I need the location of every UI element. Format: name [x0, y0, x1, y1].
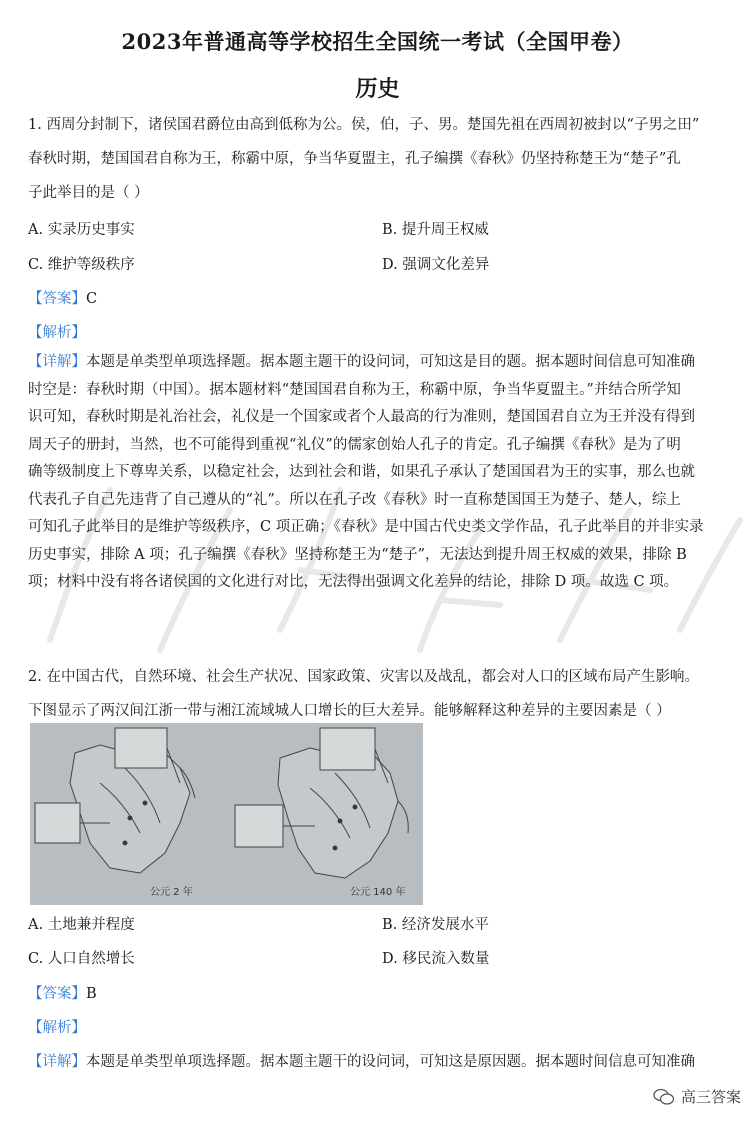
detail-line: 时空是：春秋时期（中国）。据本题材料“楚国国君自称为王，称霸中原，争当华夏盟主。”并结合所学知: [28, 381, 681, 398]
q1-answer: [28, 287, 97, 308]
detail-tag: 【详解】: [28, 354, 86, 370]
detail-line: 确等级制度上下尊卑关系，以稳定社会，达到社会和谐，如果孔子承认了楚国国君为王的实事，那么也就: [28, 464, 695, 480]
detail-tag: 【详解】: [28, 1054, 86, 1070]
footer-brand: [653, 1086, 741, 1107]
q2-option-a: A. 土地兼并程度: [28, 917, 135, 933]
q1-option-c: C. 维护等级秩序: [28, 257, 135, 273]
q2-stem-line: 2. 在中国古代，自然环境、社会生产状况、国家政策、灾害以及战乱，都会对人口的区域布局产生影响。: [28, 669, 699, 685]
answer-tag: 【答案】: [28, 291, 86, 307]
map-right-caption: 公元 140 年: [350, 887, 406, 898]
q1-stem-line: 子此举目的是（ ）: [28, 185, 149, 201]
q1-option-d: D. 强调文化差异: [382, 257, 490, 273]
map-left-caption: 公元 2 年: [150, 887, 193, 898]
q2-stem: [28, 660, 740, 728]
detail-line: 本题是单类型单项选择题。据本题主题干的设问词，可知这是目的题。据本题时间信息可知准确: [86, 354, 695, 370]
answer-tag: 【答案】: [28, 986, 86, 1002]
maps-image: [30, 723, 423, 905]
q2-option-d: D. 移民流入数量: [382, 951, 490, 967]
q1-analysis-tag: 【解析】: [28, 325, 86, 341]
exam-title: 2023年普通高等学校招生全国统一考试（全国甲卷）: [121, 29, 634, 54]
q2-detail: [28, 1050, 695, 1071]
q1-option-b: B. 提升周王权威: [382, 222, 489, 238]
answer-value: C: [86, 291, 98, 307]
q2-option-c: C. 人口自然增长: [28, 951, 135, 967]
q2-answer: [28, 982, 97, 1003]
population-maps-figure: [30, 723, 423, 905]
detail-line: 历史事实，排除 A 项；孔子编撰《春秋》坚持称楚王为“楚子”，无法达到提升周王权威的效果，排除 B: [28, 546, 687, 563]
detail-line: 本题是单类型单项选择题。据本题主题干的设问词，可知这是原因题。据本题时间信息可知准确: [86, 1054, 695, 1070]
q1-detail: [28, 349, 740, 597]
q1-stem-line: 1. 西周分封制下，诸侯国君爵位由高到低称为公。侯，伯，子、男。楚国先祖在西周初被封以“子男之田”: [28, 117, 700, 133]
q1-stem-line: 春秋时期，楚国国君自称为王，称霸中原，争当华夏盟主，孔子编撰《春秋》仍坚持称楚王为“楚子”孔: [28, 151, 681, 167]
brand-name: 高三答案: [680, 1088, 741, 1106]
answer-value: B: [86, 986, 97, 1002]
q2-stem-line: 下图显示了两汉间江浙一带与湘江流域城人口增长的巨大差异。能够解释这种差异的主要因素是（ ）: [28, 703, 671, 719]
detail-line: 周天子的册封，当然，也不可能得到重视“礼仪”的儒家创始人孔子的肯定。孔子编撰《春秋》是为了明: [28, 436, 681, 453]
detail-line: 可知孔子此举目的是维护等级秩序，C 项正确；《春秋》是中国古代史类文学作品，孔子此举目的并非实录: [28, 519, 704, 535]
subject-heading: 历史: [355, 76, 400, 102]
detail-line: 识可知，春秋时期是礼治社会，礼仪是一个国家或者个人最高的行为准则，楚国国君自立为王并没有得到: [28, 409, 695, 425]
wechat-icon: [653, 1088, 675, 1106]
q2-analysis-tag: 【解析】: [28, 1020, 86, 1036]
q1-option-a: A. 实录历史事实: [28, 222, 135, 238]
detail-line: 项；材料中没有将各诸侯国的文化进行对比，无法得出强调文化差异的结论，排除 D 项。故选 C 项。: [28, 574, 679, 590]
q1-stem: [28, 108, 740, 210]
q2-option-b: B. 经济发展水平: [382, 917, 489, 933]
detail-line: 代表孔子自己先违背了自己遵从的“礼”。所以在孔子改《春秋》时一直称楚国国王为楚子、楚人，综上: [28, 491, 681, 508]
